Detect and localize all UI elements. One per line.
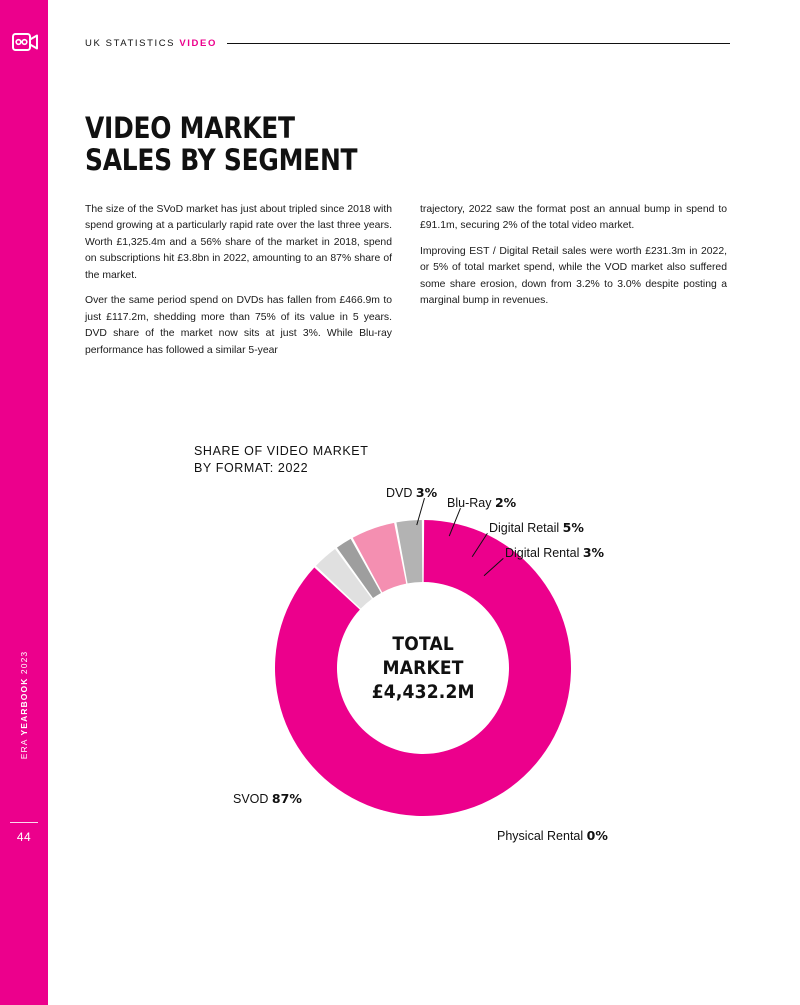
sidebar bbox=[0, 0, 48, 1005]
slice-label-physical-rental bbox=[497, 828, 608, 843]
slice-label-name: Blu-Ray bbox=[447, 496, 492, 510]
donut-chart bbox=[273, 518, 573, 818]
slice-label-name: Physical Rental bbox=[497, 829, 584, 843]
page-number: 44 bbox=[16, 830, 32, 844]
slice-label-value: 87% bbox=[271, 791, 302, 806]
paragraph: The size of the SVoD market has just about tripled since 2018 with spend growing at a particularly rapid rate over the last three years. Worth £1,325.4m and a 56% share of the market in 2018, spend on subscriptions hit £3.8bn in 2022, amounting to an 87% share of the market. bbox=[85, 204, 392, 281]
slice-label-value: 3% bbox=[415, 485, 438, 500]
center-line-2: MARKET bbox=[382, 656, 464, 679]
body-column-right bbox=[420, 202, 727, 319]
slice-label-blu-ray bbox=[447, 495, 516, 510]
video-camera-icon bbox=[12, 30, 38, 54]
slice-label-value: 0% bbox=[586, 828, 608, 843]
slice-label-name: DVD bbox=[386, 486, 413, 500]
breadcrumb-topic: VIDEO bbox=[179, 38, 217, 49]
chart-title-line2: BY FORMAT: 2022 bbox=[194, 460, 309, 475]
body-column-left bbox=[85, 202, 392, 368]
center-line-1: TOTAL bbox=[392, 632, 454, 655]
sidebar-label-prefix: ERA bbox=[19, 735, 29, 760]
sidebar-divider bbox=[10, 822, 38, 823]
breadcrumb bbox=[85, 38, 730, 49]
slice-label-name: Digital Rental bbox=[505, 546, 580, 560]
slice-label-value: 2% bbox=[494, 495, 517, 510]
sidebar-label-bold: YEARBOOK bbox=[19, 677, 29, 736]
slice-label-value: 3% bbox=[582, 545, 605, 560]
slice-label-value: 5% bbox=[562, 520, 584, 535]
sidebar-yearbook-label bbox=[19, 635, 29, 775]
slice-label-svod bbox=[233, 791, 302, 806]
chart-title-line1: SHARE OF VIDEO MARKET bbox=[194, 444, 369, 458]
page-title: VIDEO MARKET SALES BY SEGMENT bbox=[85, 111, 358, 178]
donut-svg bbox=[273, 518, 573, 818]
slice-label-name: SVOD bbox=[233, 792, 269, 806]
paragraph: trajectory, 2022 saw the format post an annual bump in spend to £91.1m, securing 2% of the total video market. bbox=[420, 204, 727, 232]
header-rule bbox=[227, 43, 730, 44]
slice-label-digital-rental bbox=[505, 545, 604, 560]
breadcrumb-section: UK STATISTICS bbox=[85, 38, 180, 49]
paragraph: Improving EST / Digital Retail sales were worth £231.3m in 2022, or 5% of total market spend, while the VOD market also suffered some share erosion, down from 3.2% to 3.0% despite posting a marginal bump in revenues. bbox=[420, 245, 727, 307]
sidebar-label-suffix: 2023 bbox=[19, 650, 29, 678]
breadcrumb-text bbox=[85, 38, 217, 49]
center-line-3: £4,432.2M bbox=[371, 681, 475, 704]
slice-label-name: Digital Retail bbox=[489, 521, 560, 535]
paragraph: Over the same period spend on DVDs has fallen from £466.9m to just £117.2m, shedding more than 75% of its value in 5 years. DVD share of the market now sits at just 3%. While Blu-ray performance has followed a similar 5-year bbox=[85, 295, 392, 356]
slice-label-dvd bbox=[386, 485, 437, 500]
slice-label-digital-retail bbox=[489, 520, 584, 535]
chart-title bbox=[194, 443, 368, 477]
